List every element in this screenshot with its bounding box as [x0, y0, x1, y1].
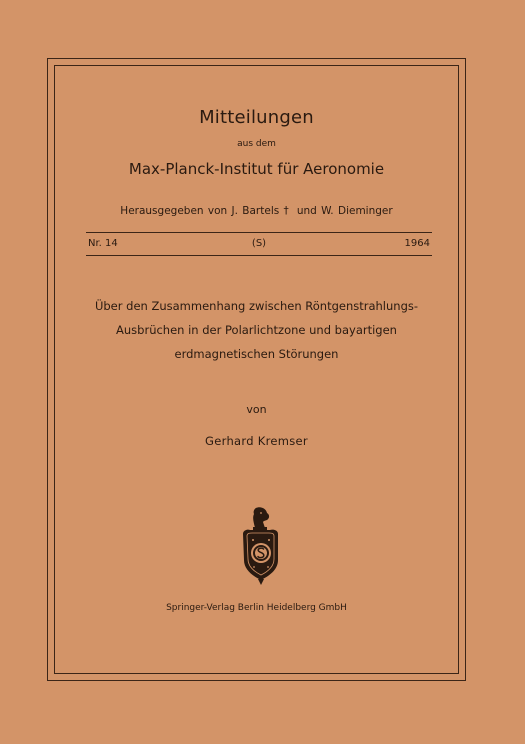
- issue-code: (S): [251, 238, 267, 249]
- series-subtitle: aus dem: [237, 139, 276, 149]
- series-title: Mitteilungen: [199, 107, 314, 128]
- issue-year: 1964: [404, 238, 430, 249]
- by-label: von: [246, 403, 267, 416]
- paper-title-line-1: Über den Zusammenhang zwischen Röntgenstrahlungs-: [94, 299, 419, 313]
- paper-title-line-3: erdmagnetischen Störungen: [174, 347, 339, 361]
- paper-title-line-2: Ausbrüchen in der Polarlichtzone und bayartigen: [116, 323, 397, 337]
- issue-row: [86, 238, 432, 252]
- issue-rule-bottom: [86, 255, 432, 256]
- issue-rule-top: [86, 232, 432, 233]
- editors-prefix: Herausgegeben von J. Bartels †: [120, 205, 289, 217]
- issue-number: Nr. 14: [88, 238, 118, 249]
- paper-title: [54, 294, 459, 366]
- institute-name: Max-Planck-Institut für Aeronomie: [128, 160, 385, 178]
- editors-line: [54, 205, 459, 217]
- springer-horse-seal-icon: [236, 506, 286, 586]
- author-name: Gerhard Kremser: [205, 434, 308, 448]
- publisher-name: Springer-Verlag Berlin Heidelberg GmbH: [166, 603, 347, 613]
- editors-suffix: und W. Dieminger: [296, 205, 393, 217]
